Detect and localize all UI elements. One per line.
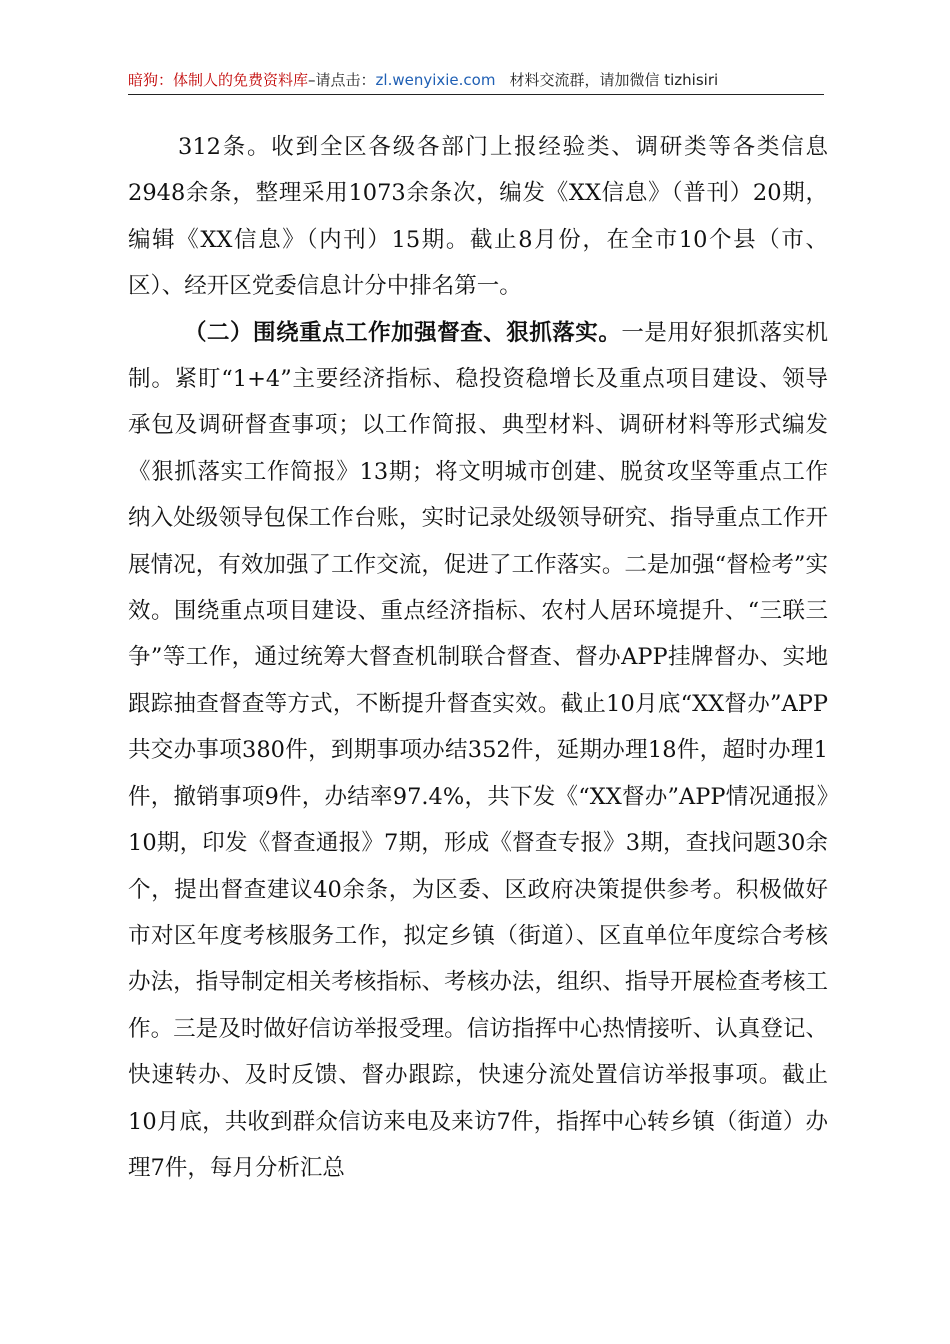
paragraph-1: 312条。收到全区各级各部门上报经验类、调研类等各类信息2948余条，整理采用1073余条次，编发《XX信息》（普刊）20期，编辑《XX信息》（内刊）15期。截止8月份，在全市10个县（市、区）、经开区党委信息计分中排名第一。 <box>128 134 828 300</box>
header-wechat-note: 材料交流群，请加微信 tizhisiri <box>509 71 719 89</box>
header-url-link[interactable]: zl.wenyixie.com <box>375 71 496 89</box>
document-body <box>128 124 828 1191</box>
header-click-hint: –请点击： <box>308 71 376 89</box>
section-heading: （二）围绕重点工作加强督查、狠抓落实。 <box>184 319 622 346</box>
paragraph-2-body: 一是用好狠抓落实机制。紧盯“1+4”主要经济指标、稳投资稳增长及重点项目建设、领导承包及调研督查事项；以工作简报、典型材料、调研材料等形式编发《狠抓落实工作简报》13期；将文明城市创建、脱贫攻坚等重点工作纳入处级领导包保工作台账，实时记录处级领导研究、指导重点工作开展情况，有效加强了工作交流，促进了工作落实。二是加强“督检考”实效。围绕重点项目建设、重点经济指标、农村人居环境提升、“三联三争”等工作，通过统筹大督查机制联合督查、督办APP挂牌督办、实地跟踪抽查督查等方式，不断提升督查实效。截止10月底“XX督办”APP共交办事项380件，到期事项办结352件，延期办理18件，超时办理1件，撤销事项9件，办结率97.4%，共下发《“XX督办”APP情况通报》10期，印发《督查通报》7期，形成《督查专报》3期，查找问题30余个，提出督查建议40余条，为区委、区政府决策提供参考。积极做好市对区年度考核服务工作，拟定乡镇（街道）、区直单位年度综合考核办法，指导制定相关考核指标、考核办法，组织、指导开展检查考核工作。三是及时做好信访举报受理。信访指挥中心热情接听、认真登记、快速转办、及时反馈、督办跟踪，快速分流处置信访举报事项。截止10月底，共收到群众信访来电及来访7件，指挥中心转乡镇（街道）办理7件，每月分析汇总 <box>128 319 828 1181</box>
page-header <box>128 68 824 95</box>
paragraph-2 <box>128 310 828 1192</box>
header-site-name: 暗狗：体制人的免费资料库 <box>128 71 309 89</box>
